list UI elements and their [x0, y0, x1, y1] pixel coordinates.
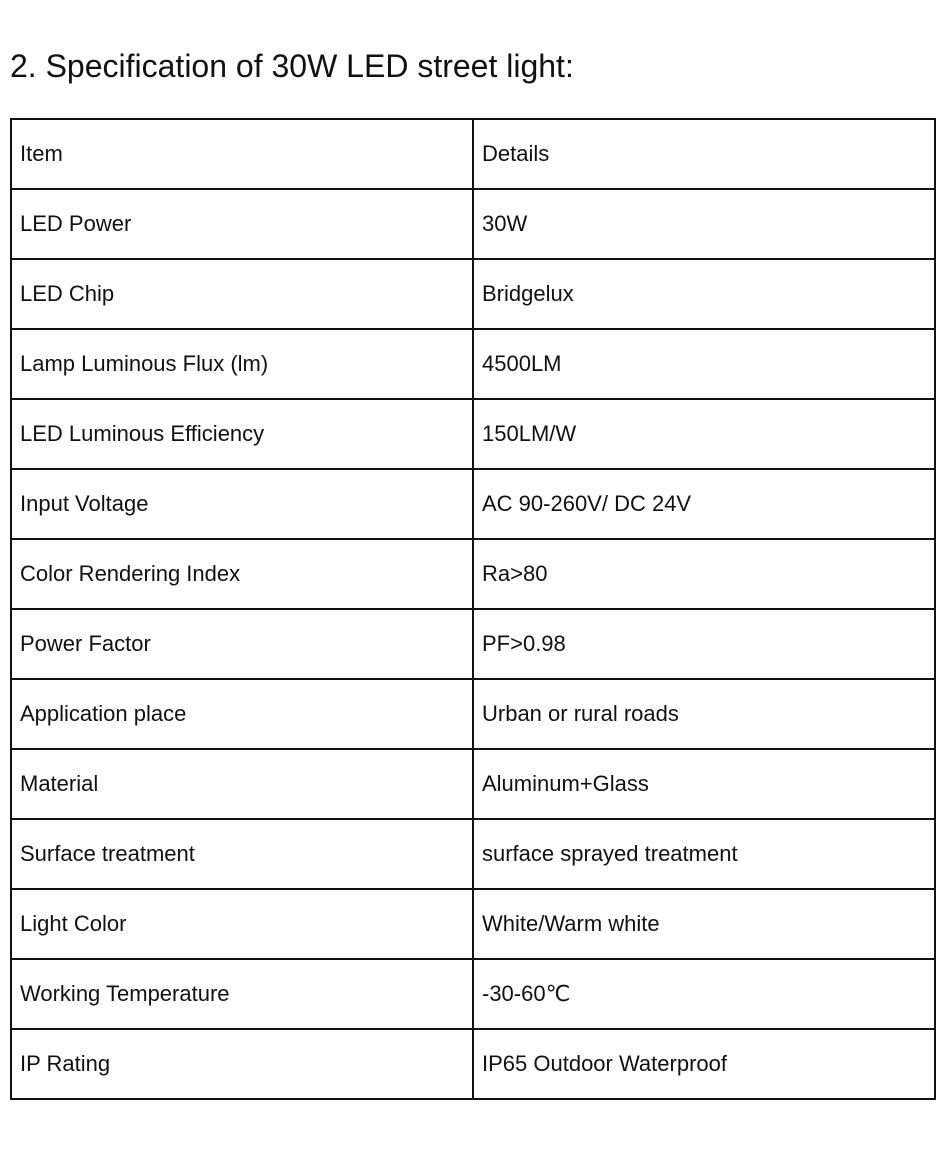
row-item-label: IP Rating [11, 1029, 473, 1099]
row-detail-value: PF>0.98 [473, 609, 935, 679]
row-detail-value: IP65 Outdoor Waterproof [473, 1029, 935, 1099]
row-detail-value: White/Warm white [473, 889, 935, 959]
column-header-details: Details [473, 119, 935, 189]
table-row [11, 189, 935, 259]
row-detail-value: Aluminum+Glass [473, 749, 935, 819]
table-row [11, 889, 935, 959]
row-detail-value: Urban or rural roads [473, 679, 935, 749]
table-row [11, 259, 935, 329]
page-title: 2. Specification of 30W LED street light: [10, 48, 574, 84]
table-row [11, 539, 935, 609]
table-row [11, 1029, 935, 1099]
table-row [11, 609, 935, 679]
row-item-label: Application place [11, 679, 473, 749]
row-detail-value: Bridgelux [473, 259, 935, 329]
column-header-item: Item [11, 119, 473, 189]
row-item-label: Working Temperature [11, 959, 473, 1029]
table-row [11, 399, 935, 469]
row-detail-value: surface sprayed treatment [473, 819, 935, 889]
table-header-row [11, 119, 935, 189]
row-detail-value: AC 90-260V/ DC 24V [473, 469, 935, 539]
table-row [11, 679, 935, 749]
row-detail-value: 150LM/W [473, 399, 935, 469]
table-row [11, 749, 935, 819]
table-row [11, 469, 935, 539]
row-item-label: Lamp Luminous Flux (lm) [11, 329, 473, 399]
table-row [11, 329, 935, 399]
row-detail-value: 4500LM [473, 329, 935, 399]
table-row [11, 959, 935, 1029]
row-item-label: LED Luminous Efficiency [11, 399, 473, 469]
row-detail-value: Ra>80 [473, 539, 935, 609]
row-item-label: Color Rendering Index [11, 539, 473, 609]
row-item-label: Power Factor [11, 609, 473, 679]
row-item-label: Surface treatment [11, 819, 473, 889]
row-item-label: Input Voltage [11, 469, 473, 539]
row-item-label: LED Chip [11, 259, 473, 329]
row-detail-value: -30-60℃ [473, 959, 935, 1029]
row-item-label: Material [11, 749, 473, 819]
specification-table [10, 118, 936, 1100]
row-item-label: LED Power [11, 189, 473, 259]
table-row [11, 819, 935, 889]
row-detail-value: 30W [473, 189, 935, 259]
row-item-label: Light Color [11, 889, 473, 959]
